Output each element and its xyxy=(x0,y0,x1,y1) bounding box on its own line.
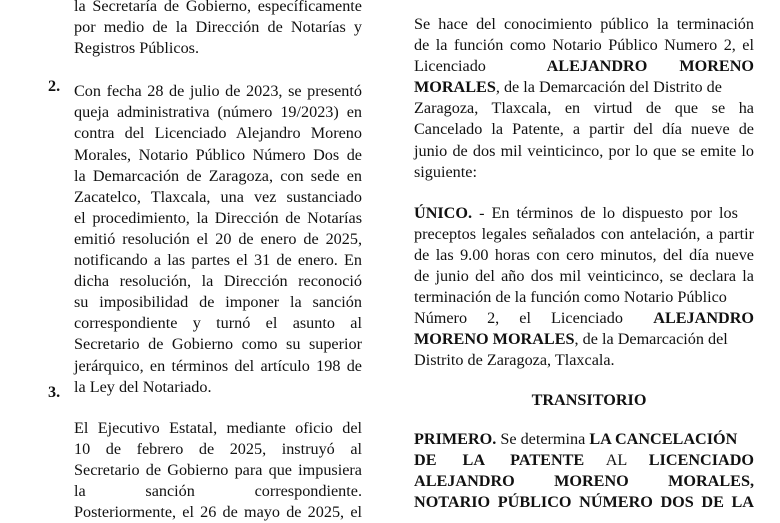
text-line: de las 9.00 horas con cero minutos, del día nueve xyxy=(414,245,754,264)
text-line xyxy=(414,450,754,471)
item-3-number: 3. xyxy=(48,383,61,401)
text-fragment: , de la Demarcación del xyxy=(574,330,728,349)
primero-label: PRIMERO. xyxy=(414,429,497,448)
primero-paragraph xyxy=(414,429,754,513)
text-line: Registros Públicos. xyxy=(74,39,200,58)
left-column xyxy=(74,0,362,523)
text-line: NOTARIO PÚBLICO NÚMERO DOS DE LA xyxy=(414,492,754,511)
item-2-number: 2. xyxy=(48,77,61,95)
text-fragment: AL xyxy=(605,450,628,469)
text-line: su imposibilidad de imponer la sanción xyxy=(74,293,362,312)
text-line: ALEJANDRO MORENO MORALES, xyxy=(414,471,754,490)
text-line: Cancelado la Patente, a partir del día nueve de xyxy=(414,120,754,139)
text-line: contra del Licenciado Alejandro Moreno xyxy=(74,124,362,143)
text-line: siguiente: xyxy=(414,162,477,181)
text-fragment: LA CANCELACIÓN xyxy=(589,429,738,448)
text-line: emitió resolución el 20 de enero de 2025, xyxy=(74,229,362,248)
text-line: preceptos legales señalados con antelación, a partir xyxy=(414,224,754,243)
text-line: correspondiente y turnó el asunto al xyxy=(74,314,362,333)
text-line: Se hace del conocimiento público la terminación xyxy=(414,15,754,33)
text-line: terminación de la función como Notario Público xyxy=(414,288,727,307)
text-line: de junio del año dos mil veinticinco, se declara la xyxy=(414,267,754,286)
text-line: Secretario de Gobierno como su superior xyxy=(74,335,362,354)
text-line: Secretario de Gobierno para que impusiera xyxy=(74,460,362,479)
text-line: por medio de la Dirección de Notarías y xyxy=(74,18,362,37)
text-line xyxy=(414,56,754,77)
text-line: Distrito de Zaragoza, Tlaxcala. xyxy=(414,351,615,370)
transitorio-heading: TRANSITORIO xyxy=(531,390,647,409)
text-fragment: , de la Demarcación del Distrito de xyxy=(495,78,722,97)
text-fragment: - En términos de lo dispuesto por los xyxy=(472,203,738,222)
text-line: de la función como Notario Público Numero 2, el xyxy=(414,36,754,55)
unico-label: ÚNICO. xyxy=(414,203,473,222)
notary-name: MORENO MORALES xyxy=(414,330,575,349)
text-line xyxy=(414,77,754,98)
text-line: 10 de febrero de 2025, instruyó al xyxy=(74,439,362,458)
text-line xyxy=(414,329,754,350)
text-line: jerárquico, en términos del artículo 198 de xyxy=(74,356,362,375)
notary-name: ALEJANDRO MORENO xyxy=(546,57,754,76)
text-line: notificando a las partes el 31 de enero. En xyxy=(74,251,362,270)
text-line: la Demarcación de Zaragoza, con sede en xyxy=(74,166,362,185)
text-line xyxy=(414,203,754,224)
text-fragment: Se determina xyxy=(496,429,590,448)
text-line: dicha resolución, la Dirección reconoció xyxy=(74,272,362,291)
text-fragment: Licenciado xyxy=(414,57,486,76)
unico-paragraph xyxy=(414,203,754,372)
text-line xyxy=(414,429,754,450)
item-2-paragraph xyxy=(74,81,362,397)
text-line xyxy=(414,308,754,329)
item-3-paragraph xyxy=(74,418,362,523)
text-line: El Ejecutivo Estatal, mediante oficio del xyxy=(74,418,362,437)
text-fragment: LICENCIADO xyxy=(648,450,754,469)
text-line: queja administrativa (número 19/2023) en xyxy=(74,103,362,122)
text-line: junio de dos mil veinticinco, por lo que se emite lo xyxy=(414,141,754,160)
notary-name: MORALES xyxy=(414,78,496,97)
notary-name: ALEJANDRO xyxy=(653,309,754,328)
text-line: Zaragoza, Tlaxcala, en virtud de que se ha xyxy=(414,99,754,118)
text-line: Zacatelco, Tlaxcala, una vez sustanciado xyxy=(74,187,362,206)
text-fragment: Número 2, el Licenciado xyxy=(414,309,623,328)
text-line: la Ley del Notariado. xyxy=(74,377,212,396)
text-line: la Secretaría de Gobierno, específicamente xyxy=(74,0,362,15)
text-line: la sanción correspondiente. xyxy=(74,481,362,500)
text-fragment: DE LA PATENTE xyxy=(414,450,585,469)
text-line: el procedimiento, la Dirección de Notarías xyxy=(74,208,362,227)
text-line: Con fecha 28 de julio de 2023, se presentó xyxy=(74,82,362,101)
notice-paragraph xyxy=(414,14,754,183)
intro-paragraph xyxy=(74,0,362,59)
text-line: Posteriormente, el 26 de mayo de 2025, el xyxy=(74,503,362,522)
text-line: Morales, Notario Público Número Dos de xyxy=(74,145,362,164)
right-column xyxy=(414,0,754,513)
